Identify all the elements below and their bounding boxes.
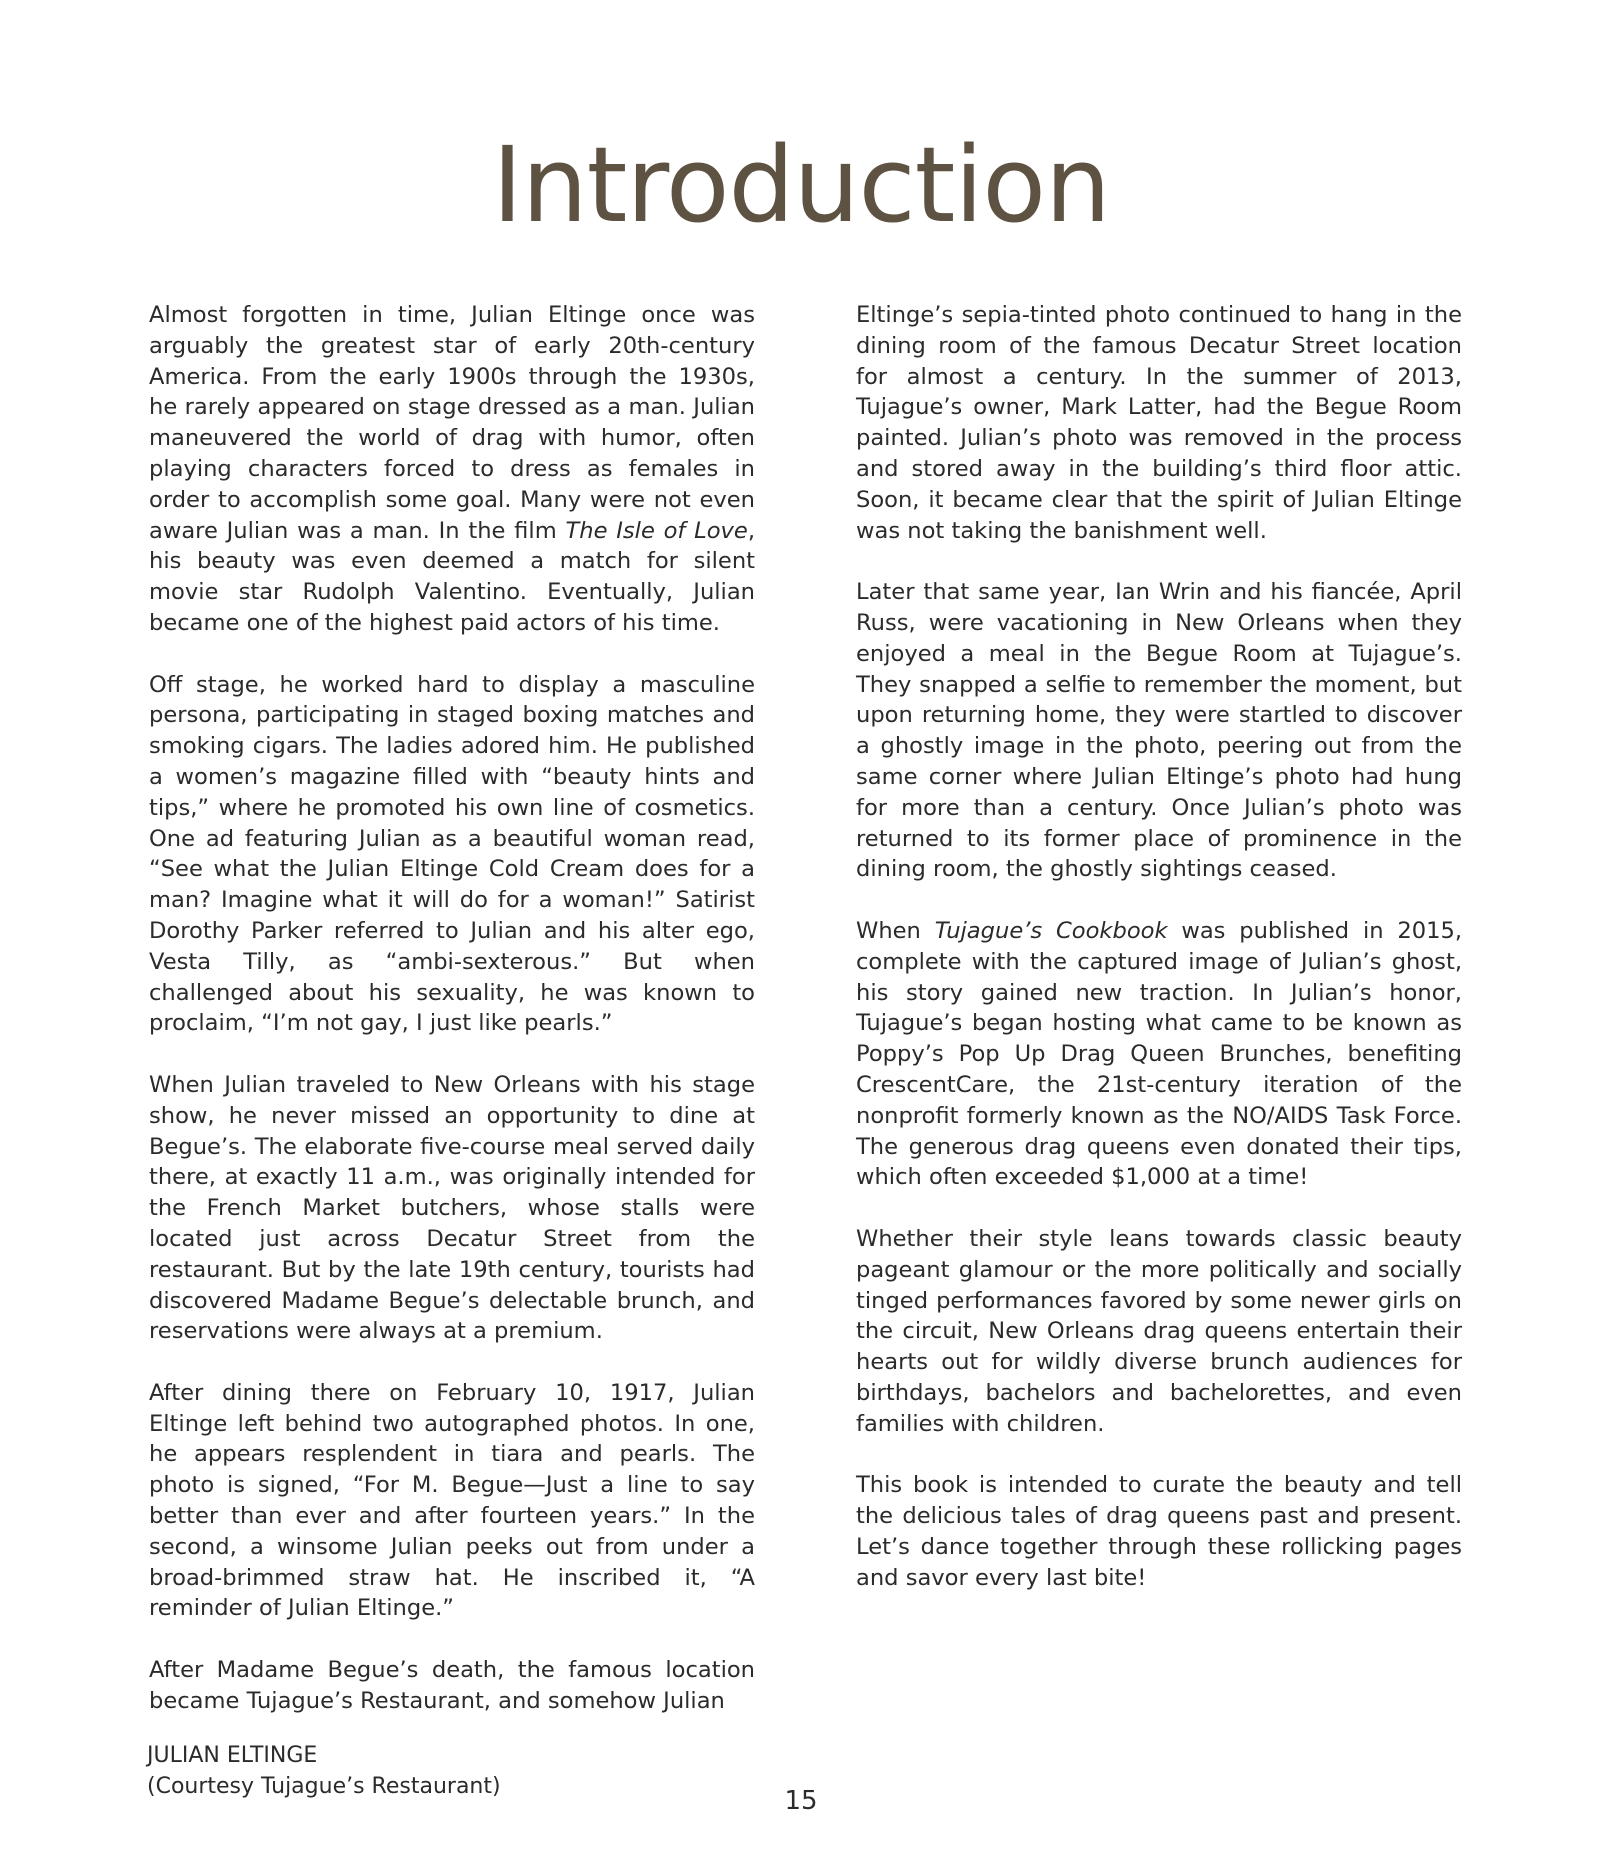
paragraph: Eltinge’s sepia-tinted photo continued to hang in the dining room of the famous Decatur Street location for almost a century. In the summer of 2013, Tujague’s owner, Mark Latter, had the Begue Room painted. Julian’s photo was removed in the process and stored away in the building’s third floor attic. Soon, it became clear that the spirit of Julian Eltinge was not taking the banishment well. [856,302,1462,544]
page-title: Introduction [492,124,1110,246]
paragraph: When Julian traveled to New Orleans with his stage show, he never missed an opportunity to dine at Begue’s. The elaborate five-course meal served daily there, at exactly 11 a.m., was originally intended for the French Market butchers, whose stalls were located just across Decatur Street from the restaurant. But by the late 19th century, tourists had discovered Madame Begue’s delectable brunch, and reservations were always at a premium. [149,1071,755,1345]
paragraph: Off stage, he worked hard to display a masculine persona, participating in staged boxing matches and smoking cigars. The ladies adored him. He published a women’s magazine filled with “beauty hints and tips,” where he promoted his own line of cosmetics. One ad featuring Julian as a beautiful woman read, “See what the Julian Eltinge Cold Cream does for a man? Imagine what it will do for a woman!” Satirist Dorothy Parker referred to Julian and his alter ego, Vesta Tilly, as “ambi-sexterous.” But when challenged about his sexuality, he was known to proclaim, “I’m not gay, I just like pearls.” [149,671,755,1037]
paragraph: Later that same year, Ian Wrin and his fiancée, April Russ, were vacationing in New Orleans when they enjoyed a meal in the Begue Room at Tujague’s. They snapped a selfie to remember the moment, but upon returning home, they were startled to discover a ghostly image in the photo, peering out from the same corner where Julian Eltinge’s photo had hung for more than a century. Once Julian’s photo was returned to its former place of prominence in the dining room, the ghostly sightings ceased. [856,579,1462,883]
text: , his beauty was even deemed a match for silent movie star Rudolph Valentino. Eventually, Julian became one of the highest paid actors of his time. [149,517,755,636]
paragraph: Whether their style leans towards classic beauty pageant glamour or the more politically and socially tinged performances favored by some newer girls on the circuit, New Orleans drag queens entertain their hearts out for wildly diverse brunch audiences for birthdays, bachelors and bachelorettes, and even families with children. [856,1225,1462,1437]
paragraph: This book is intended to curate the beauty and tell the delicious tales of drag queens past and present. Let’s dance together through these rollicking pages and savor every last bite! [856,1472,1462,1591]
caption-credit: (Courtesy Tujague’s Restaurant) [147,1774,501,1799]
text: Almost forgotten in time, Julian Eltinge once was arguably the greatest star of early 20th-century America. From the early 1900s through the 1930s, he rarely appeared on stage dressed as a man. Julian maneuvered the world of drag with humor, often playing characters forced to dress as females in order to accomplish some goal. Many were not even aware Julian was a man. In the film [149,302,755,544]
paragraph: After dining there on February 10, 1917, Julian Eltinge left behind two autographed photos. In one, he appears resplendent in tiara and pearls. The photo is signed, “For M. Begue—Just a line to say better than ever and after fourteen years.” In the second, a winsome Julian peeks out from under a broad-brimmed straw hat. He inscribed it, “A reminder of Julian Eltinge.” [149,1379,755,1622]
left-column [149,300,755,1717]
text: was published in 2015, complete with the captured image of Julian’s ghost, his story gained new traction. In Julian’s honor, Tujague’s began hosting what came to be known as Poppy’s Pop Up Drag Queen Brunches, benefiting CrescentCare, the 21st-century iteration of the nonprofit formerly known as the NO/AIDS Task Force. The generous drag queens even donated their tips, which often exceeded $1,000 at a time! [856,917,1463,1191]
paragraph: After Madame Begue’s death, the famous location became Tujague’s Restaurant, and somehow Julian [149,1657,755,1714]
caption-name: JULIAN ELTINGE [147,1743,318,1768]
film-title: The Isle of Love [565,517,748,544]
right-column [856,300,1462,1593]
paragraph [856,916,1462,1193]
paragraph [149,300,755,639]
page-number: 15 [784,1786,818,1816]
book-title: Tujague’s Cookbook [934,917,1168,944]
text: When [856,917,935,944]
